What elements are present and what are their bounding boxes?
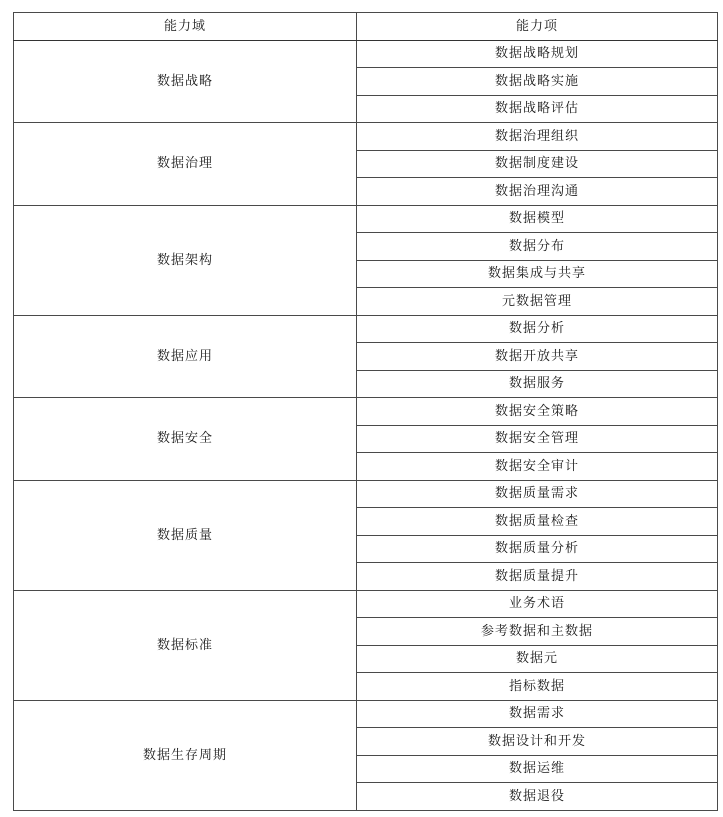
capability-item-cell: 数据分布 — [357, 233, 718, 261]
capability-domain-cell: 数据生存周期 — [14, 700, 357, 810]
capability-item-cell: 数据分析 — [357, 315, 718, 343]
table-header — [14, 13, 718, 41]
capability-item-cell: 数据元 — [357, 645, 718, 673]
capability-domain-cell: 数据战略 — [14, 40, 357, 123]
capability-item-cell: 参考数据和主数据 — [357, 618, 718, 646]
table-row — [14, 205, 718, 233]
capability-domain-cell: 数据质量 — [14, 480, 357, 590]
capability-item-cell: 数据运维 — [357, 755, 718, 783]
capability-item-cell: 数据质量检查 — [357, 508, 718, 536]
table-row — [14, 315, 718, 343]
capability-item-cell: 数据退役 — [357, 783, 718, 811]
capability-domain-cell: 数据治理 — [14, 123, 357, 206]
capability-item-cell: 数据治理组织 — [357, 123, 718, 151]
capability-domain-cell: 数据架构 — [14, 205, 357, 315]
capability-item-cell: 数据制度建设 — [357, 150, 718, 178]
capability-item-cell: 数据战略评估 — [357, 95, 718, 123]
capability-item-cell: 数据开放共享 — [357, 343, 718, 371]
capability-item-cell: 数据需求 — [357, 700, 718, 728]
capability-item-cell: 数据安全审计 — [357, 453, 718, 481]
table-row — [14, 123, 718, 151]
capability-item-cell: 数据服务 — [357, 370, 718, 398]
table-row — [14, 590, 718, 618]
capability-item-cell: 数据质量分析 — [357, 535, 718, 563]
capability-table — [13, 12, 718, 811]
capability-item-cell: 业务术语 — [357, 590, 718, 618]
capability-item-cell: 数据集成与共享 — [357, 260, 718, 288]
capability-item-cell: 数据战略实施 — [357, 68, 718, 96]
table-row — [14, 480, 718, 508]
header-capability-domain: 能力域 — [14, 13, 357, 41]
capability-item-cell: 数据战略规划 — [357, 40, 718, 68]
capability-item-cell: 指标数据 — [357, 673, 718, 701]
capability-item-cell: 数据设计和开发 — [357, 728, 718, 756]
table-row — [14, 398, 718, 426]
table-body — [14, 40, 718, 810]
header-row — [14, 13, 718, 41]
capability-item-cell: 数据安全策略 — [357, 398, 718, 426]
capability-item-cell: 数据安全管理 — [357, 425, 718, 453]
table-row — [14, 40, 718, 68]
capability-item-cell: 元数据管理 — [357, 288, 718, 316]
capability-item-cell: 数据质量需求 — [357, 480, 718, 508]
capability-item-cell: 数据模型 — [357, 205, 718, 233]
header-capability-item: 能力项 — [357, 13, 718, 41]
capability-domain-cell: 数据标准 — [14, 590, 357, 700]
capability-domain-cell: 数据安全 — [14, 398, 357, 481]
capability-item-cell: 数据质量提升 — [357, 563, 718, 591]
capability-domain-cell: 数据应用 — [14, 315, 357, 398]
capability-item-cell: 数据治理沟通 — [357, 178, 718, 206]
table-row — [14, 700, 718, 728]
